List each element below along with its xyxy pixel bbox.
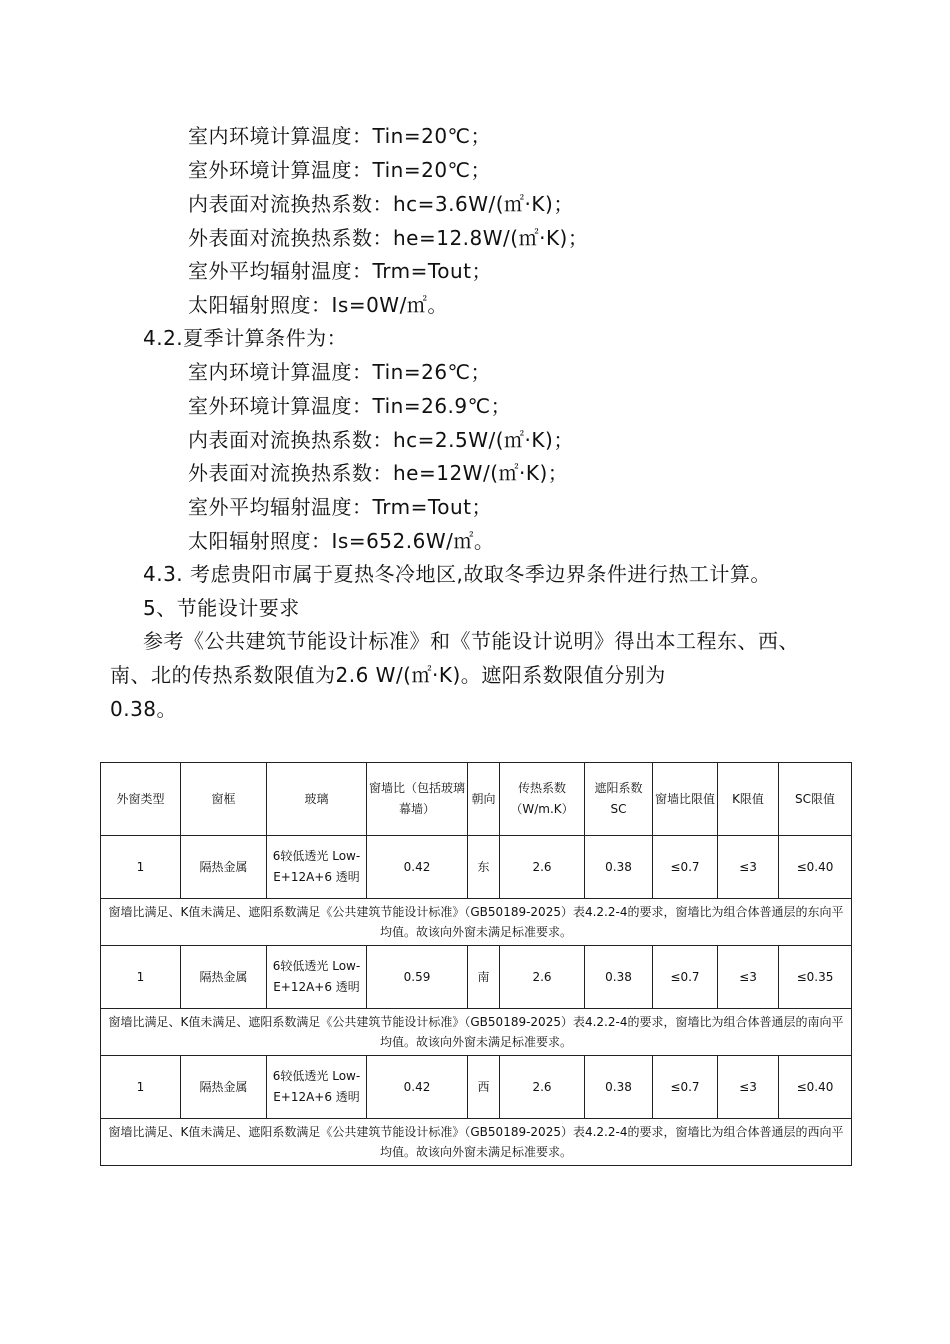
section-4-3: 4.3. 考虑贵阳市属于夏热冬冷地区,故取冬季边界条件进行热工计算。 — [143, 562, 771, 586]
cell-type: 1 — [101, 946, 181, 1009]
cell-sc: 0.38 — [585, 836, 653, 899]
cell-type: 1 — [101, 1056, 181, 1119]
winter-inner-convection: 内表面对流换热系数：hc=3.6W/(㎡·K)； — [188, 192, 574, 216]
header-frame: 窗框 — [181, 763, 267, 836]
table-note-row — [101, 1009, 852, 1056]
header-k-limit: K限值 — [718, 763, 779, 836]
paragraph-line-1: 参考《公共建筑节能设计标准》和《节能设计说明》得出本工程东、西、 — [143, 629, 799, 653]
cell-orientation: 西 — [468, 1056, 500, 1119]
cell-k-limit: ≤3 — [718, 836, 779, 899]
header-orientation: 朝向 — [468, 763, 500, 836]
cell-glass: 6较低透光 Low-E+12A+6 透明 — [267, 836, 367, 899]
table-row — [101, 836, 852, 899]
header-sc-limit: SC限值 — [779, 763, 852, 836]
cell-type: 1 — [101, 836, 181, 899]
table-note-row — [101, 1119, 852, 1166]
cell-ratio-limit: ≤0.7 — [653, 946, 718, 1009]
header-glass: 玻璃 — [267, 763, 367, 836]
cell-ratio-limit: ≤0.7 — [653, 836, 718, 899]
cell-orientation: 东 — [468, 836, 500, 899]
winter-outer-convection: 外表面对流换热系数：he=12.8W/(㎡·K)； — [188, 226, 589, 250]
winter-indoor-temp: 室内环境计算温度：Tin=20℃； — [188, 124, 492, 148]
cell-note: 窗墙比满足、K值未满足、遮阳系数满足《公共建筑节能设计标准》（GB50189-2025）表4.2.2-4的要求，窗墙比为组合体普通层的西向平均值。故该向外窗未满足标准要求。 — [101, 1119, 852, 1166]
summer-radiant-temp: 室外平均辐射温度：Trm=Tout； — [188, 495, 492, 519]
header-shading-coefficient: 遮阳系数SC — [585, 763, 653, 836]
cell-note: 窗墙比满足、K值未满足、遮阳系数满足《公共建筑节能设计标准》（GB50189-2025）表4.2.2-4的要求，窗墙比为组合体普通层的东向平均值。故该向外窗未满足标准要求。 — [101, 899, 852, 946]
cell-sc: 0.38 — [585, 946, 653, 1009]
summer-indoor-temp: 室内环境计算温度：Tin=26℃； — [188, 360, 492, 384]
cell-orientation: 南 — [468, 946, 500, 1009]
cell-ratio: 0.42 — [367, 836, 468, 899]
cell-sc-limit: ≤0.35 — [779, 946, 852, 1009]
section-5-heading: 5、节能设计要求 — [143, 596, 300, 620]
paragraph-line-2: 南、北的传热系数限值为2.6 W/(㎡·K)。遮阳系数限值分别为 — [110, 663, 666, 687]
header-heat-transfer: 传热系数（W/m.K） — [500, 763, 585, 836]
cell-ratio-limit: ≤0.7 — [653, 1056, 718, 1119]
cell-glass: 6较低透光 Low-E+12A+6 透明 — [267, 946, 367, 1009]
table-row — [101, 946, 852, 1009]
winter-outdoor-temp: 室外环境计算温度：Tin=20℃； — [188, 158, 492, 182]
summer-inner-convection: 内表面对流换热系数：hc=2.5W/(㎡·K)； — [188, 428, 574, 452]
cell-k-limit: ≤3 — [718, 1056, 779, 1119]
cell-frame: 隔热金属 — [181, 946, 267, 1009]
header-ratio-limit: 窗墙比限值 — [653, 763, 718, 836]
cell-k: 2.6 — [500, 1056, 585, 1119]
cell-glass: 6较低透光 Low-E+12A+6 透明 — [267, 1056, 367, 1119]
cell-note: 窗墙比满足、K值未满足、遮阳系数满足《公共建筑节能设计标准》（GB50189-2025）表4.2.2-4的要求，窗墙比为组合体普通层的南向平均值。故该向外窗未满足标准要求。 — [101, 1009, 852, 1056]
summer-outdoor-temp: 室外环境计算温度：Tin=26.9℃； — [188, 394, 512, 418]
paragraph-line-3: 0.38。 — [110, 697, 178, 721]
cell-ratio: 0.42 — [367, 1056, 468, 1119]
cell-sc-limit: ≤0.40 — [779, 836, 852, 899]
summer-outer-convection: 外表面对流换热系数：he=12W/(㎡·K)； — [188, 461, 569, 485]
winter-radiant-temp: 室外平均辐射温度：Trm=Tout； — [188, 259, 492, 283]
cell-k: 2.6 — [500, 836, 585, 899]
cell-k-limit: ≤3 — [718, 946, 779, 1009]
window-spec-table — [100, 762, 852, 1166]
cell-sc: 0.38 — [585, 1056, 653, 1119]
summer-heading: 4.2.夏季计算条件为： — [143, 326, 348, 350]
cell-k: 2.6 — [500, 946, 585, 1009]
winter-solar-irradiance: 太阳辐射照度：Is=0W/㎡。 — [188, 293, 448, 317]
cell-ratio: 0.59 — [367, 946, 468, 1009]
header-window-type: 外窗类型 — [101, 763, 181, 836]
cell-frame: 隔热金属 — [181, 1056, 267, 1119]
cell-sc-limit: ≤0.40 — [779, 1056, 852, 1119]
table-note-row — [101, 899, 852, 946]
table-row — [101, 1056, 852, 1119]
header-window-wall-ratio: 窗墙比（包括玻璃幕墙） — [367, 763, 468, 836]
summer-solar-irradiance: 太阳辐射照度：Is=652.6W/㎡。 — [188, 529, 495, 553]
table-header-row — [101, 763, 852, 836]
cell-frame: 隔热金属 — [181, 836, 267, 899]
